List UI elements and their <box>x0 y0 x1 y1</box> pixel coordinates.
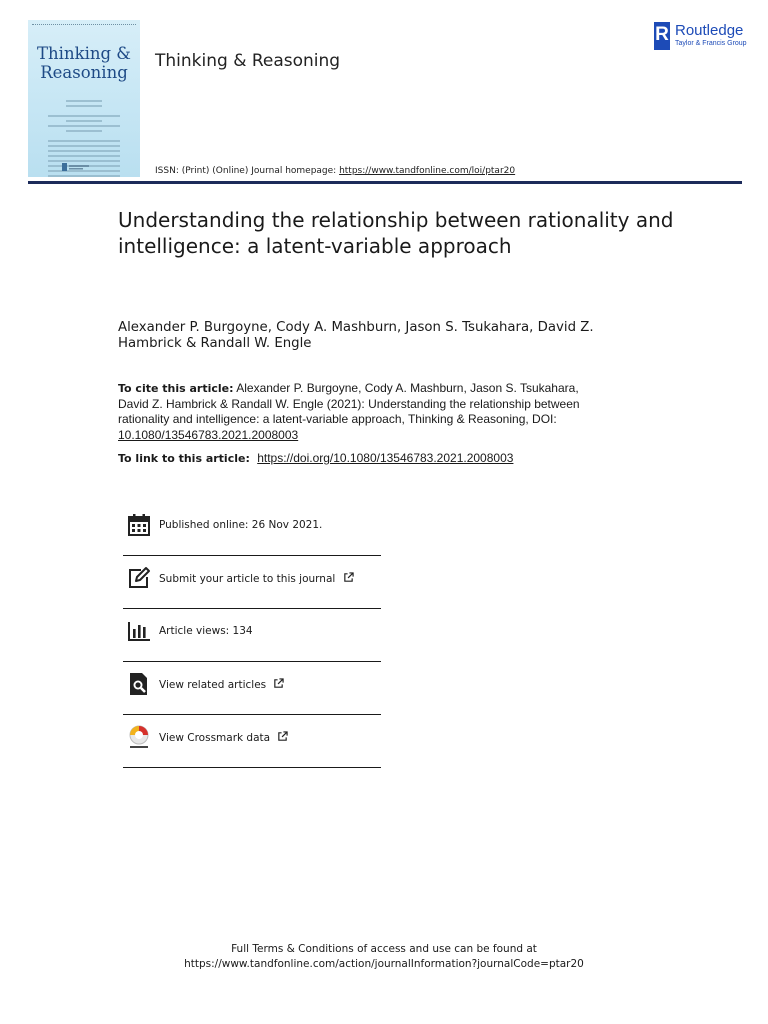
citation-block <box>118 381 598 443</box>
routledge-mark-icon: R <box>654 22 670 50</box>
published-date: Published online: 26 Nov 2021. <box>159 519 323 531</box>
publisher-subtitle: Taylor & Francis Group <box>675 40 747 47</box>
cite-doi[interactable]: 10.1080/13546783.2021.2008003 <box>118 427 299 442</box>
external-link-icon <box>343 572 354 583</box>
journal-name: Thinking & Reasoning <box>155 51 341 71</box>
terms-text: Full Terms & Conditions of access and use can be found at <box>231 943 537 955</box>
cover-title <box>28 44 140 82</box>
related-articles-row[interactable] <box>123 662 381 715</box>
terms-link[interactable]: https://www.tandfonline.com/action/journalInformation?journalCode=ptar20 <box>184 958 584 970</box>
article-info-list <box>123 503 381 768</box>
bar-chart-icon <box>127 619 151 643</box>
publisher-name: Routledge <box>675 22 744 39</box>
article-authors: Alexander P. Burgoyne, Cody A. Mashburn, Jason S. Tsukahara, David Z. Hambrick & Randall W. Engle <box>118 320 594 351</box>
article-doi-link[interactable]: https://doi.org/10.1080/13546783.2021.2008003 <box>257 451 514 465</box>
published-row <box>123 503 381 556</box>
submit-article-label: Submit your article to this journal <box>159 573 336 585</box>
external-link-icon <box>277 731 288 742</box>
article-link-line <box>118 451 513 465</box>
article-title: Understanding the relationship between rationality and intelligence: a latent-variable approach <box>118 208 674 258</box>
issn-line <box>155 166 515 176</box>
header-divider <box>28 181 742 184</box>
related-articles-link[interactable] <box>159 678 284 691</box>
article-views-row <box>123 609 381 662</box>
terms-footer <box>0 942 768 972</box>
crossmark-row[interactable] <box>123 715 381 768</box>
submit-article-link[interactable] <box>159 572 354 585</box>
calendar-icon <box>127 513 151 537</box>
cover-publisher-logo <box>62 162 102 172</box>
journal-homepage-link[interactable]: https://www.tandfonline.com/loi/ptar20 <box>339 166 516 176</box>
cover-title-line2: Reasoning <box>40 63 128 82</box>
cover-title-line1: Thinking & <box>37 44 131 63</box>
issn-prefix: ISSN: (Print) (Online) Journal homepage: <box>155 166 340 176</box>
journal-cover <box>28 20 140 177</box>
cover-topline <box>32 24 136 27</box>
link-label: To link to this article: <box>118 452 250 465</box>
article-views: Article views: 134 <box>159 625 253 637</box>
search-document-icon <box>127 672 151 696</box>
related-articles-label: View related articles <box>159 679 267 691</box>
publisher-logo <box>654 22 754 50</box>
external-link-icon <box>273 678 284 689</box>
submit-article-row[interactable] <box>123 556 381 609</box>
crossmark-label: View Crossmark data <box>159 732 271 744</box>
cite-label: To cite this article: <box>118 382 234 395</box>
crossmark-icon <box>127 725 151 749</box>
crossmark-link[interactable] <box>159 731 288 744</box>
edit-icon <box>127 566 151 590</box>
cite-text: Alexander P. Burgoyne, Cody A. Mashburn, Jason S. Tsukahara, David Z. Hambrick & Randall W. Engle (2021): Understanding the relationship between rationality and intelligence: a latent-variable approach, Thinking & Reasoning, DOI: <box>118 381 580 426</box>
